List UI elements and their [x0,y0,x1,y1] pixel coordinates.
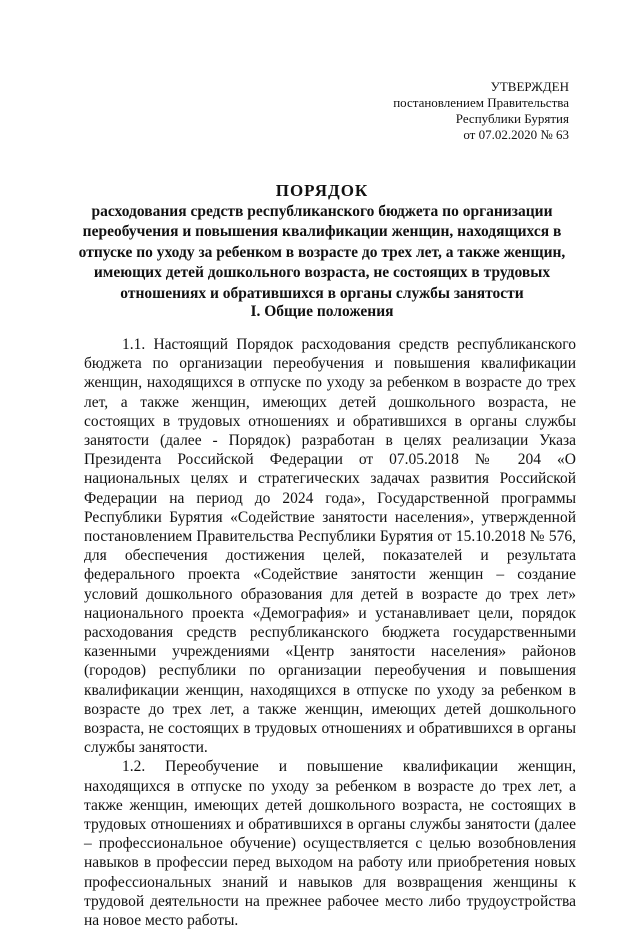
approval-line-republic: Республики Бурятия [455,111,569,126]
document-subtitle: расходования средств республиканского бюджета по организации переобучения и повышения квалификации женщин, находящихся в отпуске по уходу за ребенком в возрасте до трех лет, а также женщин, имеющих детей дошкольного возраста, не состоящих в трудовых отношениях и обратившихся в органы службы занятости [78,203,566,302]
approval-stamp [393,79,569,143]
approval-line-approved: УТВЕРЖДЕН [490,79,569,94]
document-title-block [68,180,576,304]
paragraph-1-1: 1.1. Настоящий Порядок расходования средств республиканского бюджета по организации переобучения и повышения квалификации женщин, находящихся в отпуске по уходу за ребенком в возрасте до трех лет, а также женщин, имеющих детей дошкольного возраста, не состоящих в трудовых отношениях и обратившихся в органы службы занятости (далее - Порядок) разработан в целях реализации Указа Президента Российской Федерации от 07.05.2018 № 204 «О национальных целях и стратегических задачах развития Российской Федерации на период до 2024 года», Государственной программы Республики Бурятия «Содействие занятости населения», утвержденной постановлением Правительства Республики Бурятия от 15.10.2018 № 576, для обеспечения достижения целей, показателей и результата федерального проекта «Содействие занятости женщин – создание условий дошкольного образования для детей в возрасте до трех лет» национального проекта «Демография» и устанавливает цели, порядок расходования средств республиканского бюджета государственными казенными учреждениями «Центр занятости населения» районов (городов) республики по организации переобучения и повышения квалификации женщин, находящихся в отпуске по уходу за ребенком в возрасте до трех лет, а также женщин, имеющих детей дошкольного возраста, не состоящих в трудовых отношениях и обратившихся в органы службы занятости. [84,336,576,757]
paragraph-1-2: 1.2. Переобучение и повышение квалификации женщин, находящихся в отпуске по уходу за ребенком в возрасте до трех лет, а также женщин, имеющих детей дошкольного возраста, не состоящих в трудовых отношениях и обратившихся в органы службы занятости (далее – профессиональное обучение) осуществляется с целью возобновления навыков в профессии перед выходом на работу или приобретения новых профессиональных знаний и навыков для возвращения женщины к трудовой деятельности на прежнее рабочее место либо трудоустройства на новое место работы. [84,758,576,930]
section-heading: I. Общие положения [250,303,394,320]
approval-line-resolution: постановлением Правительства [393,95,569,110]
document-title: ПОРЯДОК [275,181,369,200]
section-body [84,335,576,930]
approval-line-date-number: от 07.02.2020 № 63 [463,127,569,142]
